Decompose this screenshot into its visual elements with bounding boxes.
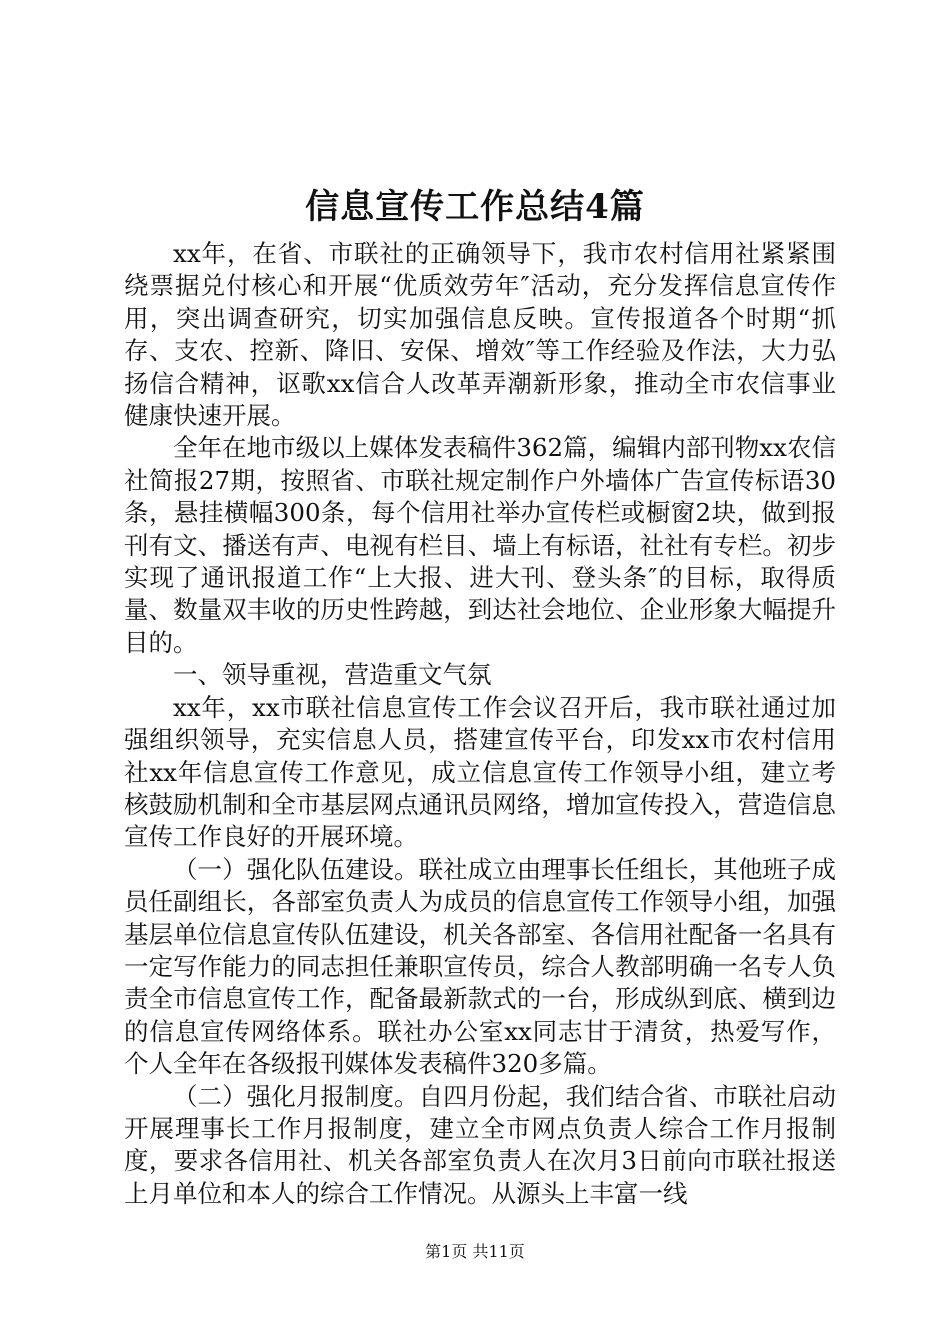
paragraph-subsection-2: （二）强化月报制度。自四月份起，我们结合省、市联社启动开展理事长工作月报制度，建立全市网点负责人综合工作月报制度，要求各信用社、机关各部室负责人在次月3日前向市联社报送上月单位和本人的综合工作情况。从源头上丰富一线 [124, 1081, 836, 1208]
paragraph-annual-stats: 全年在地市级以上媒体发表稿件362篇，编辑内部刊物xx农信社简报27期，按照省、市联社规定制作户外墙体广告宣传标语30条，悬挂横幅300条，每个信用社举办宣传栏或橱窗2块，做到报刊有文、播送有声、电视有栏目、墙上有标语，社社有专栏。初步实现了通讯报道工作“上大报、进大刊、登头条″的目标，取得质量、数量双丰收的历史性跨越，到达社会地位、企业形象大幅提升目的。 [124, 433, 836, 657]
paragraph-intro: xx年，在省、市联社的正确领导下，我市农村信用社紧紧围绕票据兑付核心和开展“优质效劳年″活动，充分发挥信息宣传作用，突出调查研究，切实加强信息反映。宣传报道各个时期“抓存、支农、控新、降旧、安保、增效″等工作经验及作法，大力弘扬信合精神，讴歌xx信合人改革弄潮新形象，推动全市农信事业健康快速开展。 [124, 239, 836, 431]
page-footer: 第1页 共11页 [425, 1242, 525, 1261]
paragraph-subsection-1: （一）强化队伍建设。联社成立由理事长任组长，其他班子成员任副组长，各部室负责人为成员的信息宣传工作领导小组，加强基层单位信息宣传队伍建设，机关各部室、各信用社配备一名具有一定写作能力的同志担任兼职宣传员，综合人教部明确一名专人负责全市信息宣传工作，配备最新款式的一台，形成纵到底、横到边的信息宣传网络体系。联社办公室xx同志甘于清贫，热爱写作，个人全年在各级报刊媒体发表稿件320多篇。 [124, 854, 836, 1079]
document-body [124, 238, 836, 1210]
document-title: 信息宣传工作总结4篇 [305, 187, 645, 227]
section-heading-1: 一、领导重视，营造重文气氛 [173, 660, 492, 690]
paragraph-section-1: xx年，xx市联社信息宣传工作会议召开后，我市联社通过加强组织领导，充实信息人员，搭建宣传平台，印发xx市农村信用社xx年信息宣传工作意见，成立信息宣传工作领导小组，建立考核鼓励机制和全市基层网点通讯员网络，增加宣传投入，营造信息宣传工作良好的开展环境。 [124, 692, 836, 852]
